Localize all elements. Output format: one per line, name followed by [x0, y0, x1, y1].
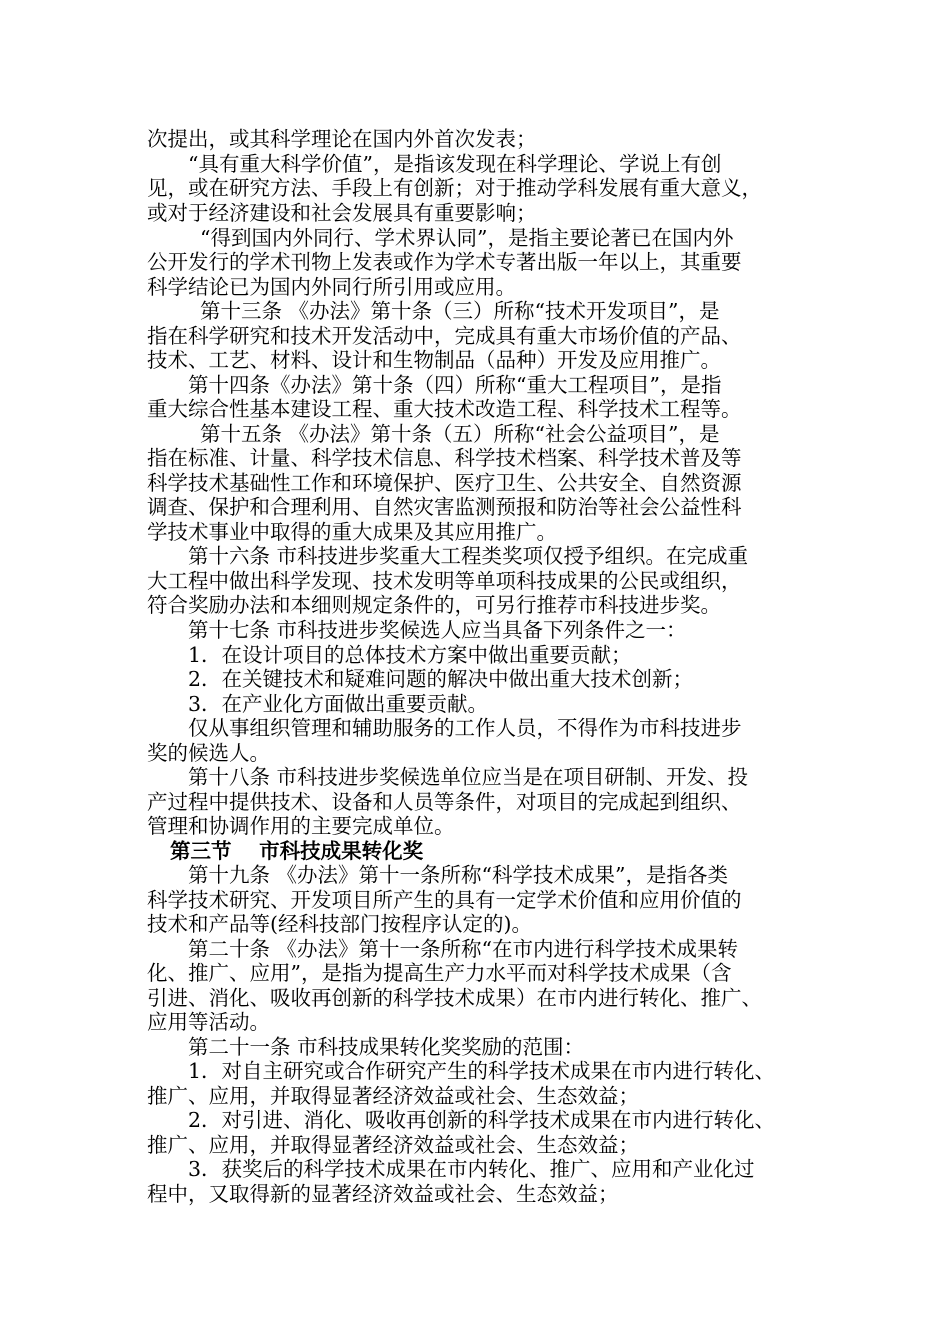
- text-line: 第十三条 《办法》第十条（三）所称“技术开发项目”，是: [200, 299, 720, 323]
- text-line: 仅从事组织管理和辅助服务的工作人员，不得作为市科技进步: [188, 716, 742, 740]
- text-line: 3．获奖后的科学技术成果在市内转化、推广、应用和产业化过: [188, 1157, 755, 1181]
- text-line: 1．对自主研究或合作研究产生的科学技术成果在市内进行转化、: [188, 1059, 776, 1083]
- text-line: 程中，又取得新的显著经济效益或社会、生态效益；: [147, 1182, 619, 1206]
- text-line: 指在科学研究和技术开发活动中，完成具有重大市场价值的产品、: [147, 324, 742, 348]
- text-line: 学技术事业中取得的重大成果及其应用推广。: [147, 520, 557, 544]
- text-line: 大工程中做出科学发现、技术发明等单项科技成果的公民或组织，: [147, 569, 742, 593]
- text-line: 第十七条 市科技进步奖候选人应当具备下列条件之一：: [188, 618, 687, 642]
- text-line: 重大综合性基本建设工程、重大技术改造工程、科学技术工程等。: [147, 397, 742, 421]
- text-line: 第十九条 《办法》第十一条所称“科学技术成果”，是指各类: [188, 863, 728, 887]
- text-line: 1．在设计项目的总体技术方案中做出重要贡献；: [188, 643, 632, 667]
- text-line: 引进、消化、吸收再创新的科学技术成果）在市内进行转化、推广、: [147, 986, 762, 1010]
- text-line: 科学技术研究、开发项目所产生的具有一定学术价值和应用价值的: [147, 888, 742, 912]
- text-line: 符合奖励办法和本细则规定条件的，可另行推荐市科技进步奖。: [147, 593, 721, 617]
- text-line: 3．在产业化方面做出重要贡献。: [188, 692, 489, 716]
- text-line: 调查、保护和合理利用、自然灾害监测预报和防治等社会公益性科: [147, 495, 742, 519]
- text-line: 应用等活动。: [147, 1010, 270, 1034]
- text-line: 次提出，或其科学理论在国内外首次发表；: [147, 127, 537, 151]
- text-line: 管理和协调作用的主要完成单位。: [147, 814, 455, 838]
- text-line: 奖的候选人。: [147, 741, 270, 765]
- text-line: 第十五条 《办法》第十条（五）所称“社会公益项目”，是: [200, 422, 720, 446]
- text-line: 公开发行的学术刊物上发表或作为学术专著出版一年以上，其重要: [147, 250, 742, 274]
- text-line: 2．在关键技术和疑难问题的解决中做出重大技术创新；: [188, 667, 694, 691]
- text-line: 第十六条 市科技进步奖重大工程类奖项仅授予组织。在完成重: [188, 544, 749, 568]
- text-line: 科学技术基础性工作和环境保护、医疗卫生、公共安全、自然资源: [147, 471, 742, 495]
- text-line: 推广、应用，并取得显著经济效益或社会、生态效益；: [147, 1084, 639, 1108]
- text-line: “得到国内外同行、学术界认同”，是指主要论著已在国内外: [200, 226, 734, 250]
- text-line: 技术和产品等(经科技部门按程序认定的)。: [147, 912, 532, 936]
- text-line: 见，或在研究方法、手段上有创新；对于推动学科发展有重大意义，: [147, 176, 762, 200]
- text-line: 第十八条 市科技进步奖候选单位应当是在项目研制、开发、投: [188, 765, 749, 789]
- text-line: 科学结论已为国内外同行所引用或应用。: [147, 275, 516, 299]
- text-line: “具有重大科学价值”，是指该发现在科学理论、学说上有创: [188, 152, 722, 176]
- text-line: 产过程中提供技术、设备和人员等条件，对项目的完成起到组织、: [147, 790, 742, 814]
- text-line: 第二十条 《办法》第十一条所称“在市内进行科学技术成果转: [188, 937, 738, 961]
- text-line: 第十四条《办法》第十条（四）所称“重大工程项目”，是指: [188, 373, 722, 397]
- text-line: 化、推广、应用”，是指为提高生产力水平而对科学技术成果（含: [147, 961, 732, 985]
- text-line: 第二十一条 市科技成果转化奖奖励的范围：: [188, 1035, 585, 1059]
- text-line: 或对于经济建设和社会发展具有重要影响；: [147, 201, 537, 225]
- text-line: 推广、应用，并取得显著经济效益或社会、生态效益；: [147, 1133, 639, 1157]
- section-heading: 第三节 市科技成果转化奖: [170, 839, 424, 863]
- text-line: 指在标准、计量、科学技术信息、科学技术档案、科学技术普及等: [147, 446, 742, 470]
- text-line: 技术、工艺、材料、设计和生物制品（品种）开发及应用推广。: [147, 348, 721, 372]
- text-line: 2．对引进、消化、吸收再创新的科学技术成果在市内进行转化、: [188, 1108, 776, 1132]
